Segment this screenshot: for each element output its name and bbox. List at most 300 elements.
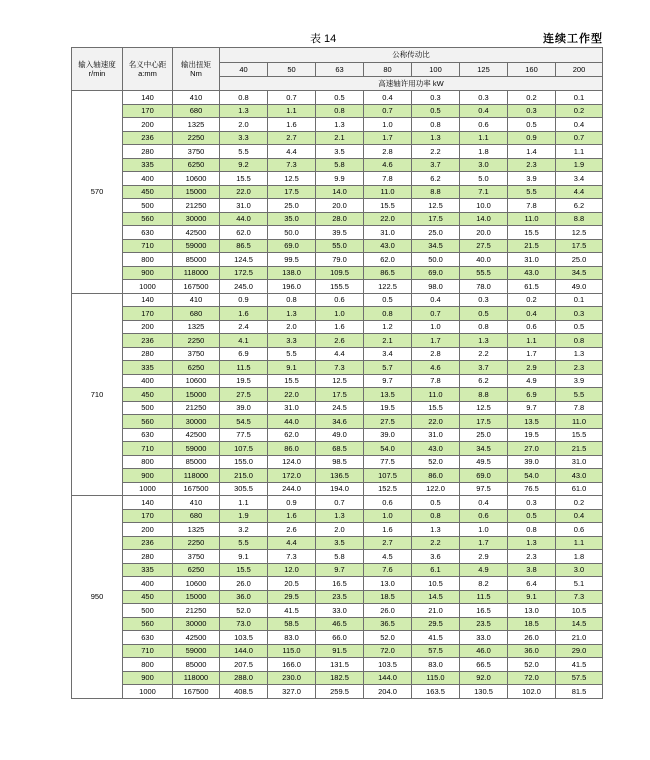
- power-value-cell: 1.6: [220, 307, 268, 321]
- output-torque-cell: 2250: [173, 536, 220, 550]
- power-value-cell: 29.5: [268, 590, 316, 604]
- power-value-cell: 6.2: [556, 199, 603, 213]
- power-value-cell: 166.0: [268, 658, 316, 672]
- input-speed-cell: 710: [72, 293, 123, 496]
- power-value-cell: 14.5: [412, 590, 460, 604]
- center-distance-cell: 280: [123, 550, 173, 564]
- header-center-distance-line1: 名义中心距: [128, 59, 167, 69]
- power-value-cell: 98.0: [412, 280, 460, 294]
- output-torque-cell: 680: [173, 104, 220, 118]
- power-value-cell: 12.5: [460, 401, 508, 415]
- power-value-cell: 7.3: [268, 550, 316, 564]
- output-torque-cell: 167500: [173, 482, 220, 496]
- center-distance-cell: 1000: [123, 280, 173, 294]
- output-torque-cell: 21250: [173, 199, 220, 213]
- center-distance-cell: 630: [123, 226, 173, 240]
- power-value-cell: 327.0: [268, 685, 316, 699]
- power-value-cell: 0.2: [556, 104, 603, 118]
- output-torque-cell: 59000: [173, 442, 220, 456]
- power-value-cell: 26.0: [364, 604, 412, 618]
- power-value-cell: 103.5: [220, 631, 268, 645]
- power-value-cell: 7.8: [508, 199, 556, 213]
- power-value-cell: 12.5: [412, 199, 460, 213]
- table-row: [72, 550, 603, 564]
- power-value-cell: 5.5: [508, 185, 556, 199]
- power-value-cell: 3.0: [556, 563, 603, 577]
- power-value-cell: 0.5: [508, 118, 556, 132]
- power-value-cell: 46.0: [460, 644, 508, 658]
- power-value-cell: 62.0: [364, 253, 412, 267]
- power-value-cell: 18.5: [364, 590, 412, 604]
- power-value-cell: 3.4: [364, 347, 412, 361]
- table-row: [72, 158, 603, 172]
- table-row: [72, 185, 603, 199]
- power-value-cell: 172.0: [268, 469, 316, 483]
- power-value-cell: 1.4: [508, 145, 556, 159]
- table-row: [72, 212, 603, 226]
- power-value-cell: 92.0: [460, 671, 508, 685]
- power-value-cell: 0.6: [316, 293, 364, 307]
- output-torque-cell: 85000: [173, 658, 220, 672]
- center-distance-cell: 560: [123, 617, 173, 631]
- power-value-cell: 194.0: [316, 482, 364, 496]
- power-value-cell: 62.0: [268, 428, 316, 442]
- power-value-cell: 76.5: [508, 482, 556, 496]
- power-value-cell: 3.0: [460, 158, 508, 172]
- power-value-cell: 0.7: [268, 91, 316, 105]
- power-value-cell: 6.4: [508, 577, 556, 591]
- power-value-cell: 1.3: [316, 118, 364, 132]
- power-value-cell: 2.8: [364, 145, 412, 159]
- power-value-cell: 1.6: [364, 523, 412, 537]
- power-value-cell: 9.9: [316, 172, 364, 186]
- power-value-cell: 41.5: [556, 658, 603, 672]
- power-value-cell: 103.5: [364, 658, 412, 672]
- power-value-cell: 10.5: [412, 577, 460, 591]
- power-value-cell: 8.8: [556, 212, 603, 226]
- output-torque-cell: 680: [173, 509, 220, 523]
- table-row: [72, 104, 603, 118]
- power-value-cell: 144.0: [364, 671, 412, 685]
- power-value-cell: 1.0: [316, 307, 364, 321]
- power-value-cell: 9.2: [220, 158, 268, 172]
- table-row: [72, 307, 603, 321]
- power-value-cell: 55.0: [316, 239, 364, 253]
- center-distance-cell: 630: [123, 631, 173, 645]
- power-value-cell: 58.5: [268, 617, 316, 631]
- power-value-cell: 0.3: [460, 91, 508, 105]
- power-value-cell: 33.0: [316, 604, 364, 618]
- power-value-cell: 44.0: [268, 415, 316, 429]
- table-row: [72, 415, 603, 429]
- power-value-cell: 7.1: [460, 185, 508, 199]
- power-value-cell: 86.0: [412, 469, 460, 483]
- power-value-cell: 0.4: [412, 293, 460, 307]
- power-value-cell: 4.4: [556, 185, 603, 199]
- power-value-cell: 57.5: [412, 644, 460, 658]
- power-value-cell: 5.0: [460, 172, 508, 186]
- table-row: [72, 442, 603, 456]
- power-value-cell: 27.0: [508, 442, 556, 456]
- power-value-cell: 13.0: [508, 604, 556, 618]
- power-value-cell: 77.5: [364, 455, 412, 469]
- power-value-cell: 7.6: [364, 563, 412, 577]
- table-row: [72, 469, 603, 483]
- output-torque-cell: 21250: [173, 604, 220, 618]
- power-value-cell: 0.4: [508, 307, 556, 321]
- center-distance-cell: 170: [123, 509, 173, 523]
- center-distance-cell: 500: [123, 604, 173, 618]
- power-value-cell: 288.0: [220, 671, 268, 685]
- output-torque-cell: 42500: [173, 631, 220, 645]
- power-value-cell: 5.8: [316, 158, 364, 172]
- power-value-cell: 5.5: [220, 536, 268, 550]
- table-row: [72, 320, 603, 334]
- input-speed-cell: 570: [72, 91, 123, 294]
- power-value-cell: 204.0: [364, 685, 412, 699]
- power-value-cell: 0.8: [556, 334, 603, 348]
- header-ratio: 200: [556, 63, 603, 77]
- power-value-cell: 52.0: [508, 658, 556, 672]
- power-value-cell: 9.7: [316, 563, 364, 577]
- table-row: [72, 239, 603, 253]
- power-value-cell: 0.7: [364, 104, 412, 118]
- table-row: [72, 172, 603, 186]
- center-distance-cell: 400: [123, 172, 173, 186]
- center-distance-cell: 560: [123, 415, 173, 429]
- center-distance-cell: 280: [123, 145, 173, 159]
- table-row: [72, 577, 603, 591]
- power-value-cell: 0.8: [412, 118, 460, 132]
- power-value-cell: 2.1: [364, 334, 412, 348]
- power-value-cell: 81.5: [556, 685, 603, 699]
- power-value-cell: 36.0: [508, 644, 556, 658]
- power-value-cell: 3.8: [508, 563, 556, 577]
- power-value-cell: 15.5: [268, 374, 316, 388]
- power-value-cell: 91.5: [316, 644, 364, 658]
- header-center-distance: [123, 48, 173, 91]
- table-row: [72, 401, 603, 415]
- power-value-cell: 14.0: [316, 185, 364, 199]
- power-value-cell: 6.2: [412, 172, 460, 186]
- power-value-cell: 1.3: [556, 347, 603, 361]
- power-value-cell: 6.9: [220, 347, 268, 361]
- header-ratio: 40: [220, 63, 268, 77]
- power-value-cell: 230.0: [268, 671, 316, 685]
- power-value-cell: 25.0: [460, 428, 508, 442]
- center-distance-cell: 560: [123, 212, 173, 226]
- power-value-cell: 39.0: [364, 428, 412, 442]
- power-value-cell: 1.3: [460, 334, 508, 348]
- power-value-cell: 24.5: [316, 401, 364, 415]
- power-value-cell: 1.3: [508, 536, 556, 550]
- power-value-cell: 50.0: [268, 226, 316, 240]
- power-value-cell: 0.8: [364, 307, 412, 321]
- power-value-cell: 196.0: [268, 280, 316, 294]
- power-value-cell: 2.2: [412, 536, 460, 550]
- power-value-cell: 0.7: [412, 307, 460, 321]
- power-value-cell: 2.9: [508, 361, 556, 375]
- power-value-cell: 39.5: [316, 226, 364, 240]
- power-value-cell: 27.5: [364, 415, 412, 429]
- power-value-cell: 0.4: [556, 118, 603, 132]
- power-value-cell: 16.5: [316, 577, 364, 591]
- power-value-cell: 39.0: [220, 401, 268, 415]
- output-torque-cell: 15000: [173, 185, 220, 199]
- power-value-cell: 25.0: [268, 199, 316, 213]
- power-value-cell: 6.1: [412, 563, 460, 577]
- table-row: [72, 253, 603, 267]
- table-row: [72, 280, 603, 294]
- power-value-cell: 14.0: [460, 212, 508, 226]
- power-value-cell: 0.3: [412, 91, 460, 105]
- output-torque-cell: 10600: [173, 172, 220, 186]
- power-value-cell: 0.6: [508, 320, 556, 334]
- power-value-cell: 1.0: [412, 320, 460, 334]
- header-input-speed-line2: r/min: [88, 69, 106, 78]
- power-value-cell: 15.5: [508, 226, 556, 240]
- power-value-cell: 3.5: [316, 145, 364, 159]
- power-value-cell: 7.3: [316, 361, 364, 375]
- power-value-cell: 1.8: [460, 145, 508, 159]
- center-distance-cell: 236: [123, 334, 173, 348]
- center-distance-cell: 170: [123, 307, 173, 321]
- center-distance-cell: 900: [123, 266, 173, 280]
- power-value-cell: 29.5: [412, 617, 460, 631]
- center-distance-cell: 450: [123, 388, 173, 402]
- power-value-cell: 11.0: [412, 388, 460, 402]
- power-value-cell: 49.0: [556, 280, 603, 294]
- output-torque-cell: 118000: [173, 469, 220, 483]
- power-value-cell: 86.5: [364, 266, 412, 280]
- center-distance-cell: 900: [123, 469, 173, 483]
- table-row: [72, 523, 603, 537]
- power-value-cell: 2.3: [556, 361, 603, 375]
- power-value-cell: 1.6: [268, 118, 316, 132]
- power-value-cell: 124.0: [268, 455, 316, 469]
- power-value-cell: 124.5: [220, 253, 268, 267]
- header: [0, 30, 650, 46]
- power-value-cell: 31.0: [508, 253, 556, 267]
- power-value-cell: 0.1: [556, 91, 603, 105]
- header-ratio: 50: [268, 63, 316, 77]
- center-distance-cell: 236: [123, 536, 173, 550]
- power-value-cell: 28.0: [316, 212, 364, 226]
- power-value-cell: 1.3: [412, 523, 460, 537]
- power-value-cell: 7.3: [556, 590, 603, 604]
- power-value-cell: 79.0: [316, 253, 364, 267]
- power-value-cell: 305.5: [220, 482, 268, 496]
- power-value-cell: 182.5: [316, 671, 364, 685]
- power-value-cell: 0.5: [412, 496, 460, 510]
- table-row: [72, 347, 603, 361]
- output-torque-cell: 42500: [173, 428, 220, 442]
- power-value-cell: 97.5: [460, 482, 508, 496]
- output-torque-cell: 15000: [173, 388, 220, 402]
- power-value-cell: 11.5: [460, 590, 508, 604]
- output-torque-cell: 10600: [173, 577, 220, 591]
- power-value-cell: 2.2: [460, 347, 508, 361]
- power-value-cell: 52.0: [220, 604, 268, 618]
- power-value-cell: 1.6: [316, 320, 364, 334]
- power-value-cell: 66.0: [316, 631, 364, 645]
- power-value-cell: 6.9: [508, 388, 556, 402]
- power-value-cell: 172.5: [220, 266, 268, 280]
- power-value-cell: 18.5: [508, 617, 556, 631]
- table-row: [72, 496, 603, 510]
- power-value-cell: 27.5: [220, 388, 268, 402]
- power-value-cell: 4.9: [460, 563, 508, 577]
- power-value-cell: 2.3: [508, 550, 556, 564]
- power-value-cell: 1.1: [556, 536, 603, 550]
- table-row: [72, 118, 603, 132]
- power-value-cell: 54.0: [508, 469, 556, 483]
- center-distance-cell: 280: [123, 347, 173, 361]
- header-input-speed-line1: 输入轴速度: [78, 59, 116, 69]
- center-distance-cell: 710: [123, 442, 173, 456]
- power-value-cell: 0.6: [364, 496, 412, 510]
- power-value-cell: 22.0: [412, 415, 460, 429]
- center-distance-cell: 170: [123, 104, 173, 118]
- output-torque-cell: 2250: [173, 131, 220, 145]
- power-value-cell: 0.6: [460, 509, 508, 523]
- power-value-cell: 8.2: [460, 577, 508, 591]
- power-value-cell: 3.6: [412, 550, 460, 564]
- power-value-cell: 3.7: [412, 158, 460, 172]
- power-value-cell: 69.0: [460, 469, 508, 483]
- power-value-cell: 34.5: [556, 266, 603, 280]
- power-value-cell: 2.1: [316, 131, 364, 145]
- center-distance-cell: 140: [123, 91, 173, 105]
- power-value-cell: 77.5: [220, 428, 268, 442]
- power-value-cell: 0.8: [412, 509, 460, 523]
- power-value-cell: 144.0: [220, 644, 268, 658]
- power-rating-table: [71, 47, 603, 699]
- power-value-cell: 12.5: [316, 374, 364, 388]
- power-value-cell: 72.0: [508, 671, 556, 685]
- center-distance-cell: 630: [123, 428, 173, 442]
- power-value-cell: 0.8: [220, 91, 268, 105]
- power-value-cell: 1.3: [220, 104, 268, 118]
- power-value-cell: 102.0: [508, 685, 556, 699]
- output-torque-cell: 3750: [173, 550, 220, 564]
- center-distance-cell: 335: [123, 563, 173, 577]
- power-value-cell: 13.0: [364, 577, 412, 591]
- power-value-cell: 68.5: [316, 442, 364, 456]
- table-row: [72, 199, 603, 213]
- power-value-cell: 1.7: [412, 334, 460, 348]
- power-value-cell: 0.5: [508, 509, 556, 523]
- power-value-cell: 1.3: [412, 131, 460, 145]
- header-ratio-group: 公称传动比: [220, 48, 603, 63]
- power-value-cell: 41.5: [412, 631, 460, 645]
- power-value-cell: 2.7: [268, 131, 316, 145]
- power-value-cell: 19.5: [220, 374, 268, 388]
- power-value-cell: 12.5: [556, 226, 603, 240]
- power-value-cell: 78.0: [460, 280, 508, 294]
- power-value-cell: 136.5: [316, 469, 364, 483]
- power-value-cell: 17.5: [316, 388, 364, 402]
- power-value-cell: 4.5: [364, 550, 412, 564]
- power-value-cell: 9.7: [364, 374, 412, 388]
- center-distance-cell: 140: [123, 293, 173, 307]
- power-value-cell: 1.7: [508, 347, 556, 361]
- output-torque-cell: 410: [173, 496, 220, 510]
- output-torque-cell: 6250: [173, 361, 220, 375]
- power-value-cell: 17.5: [268, 185, 316, 199]
- power-value-cell: 66.5: [460, 658, 508, 672]
- power-value-cell: 43.0: [556, 469, 603, 483]
- power-value-cell: 7.3: [268, 158, 316, 172]
- output-torque-cell: 118000: [173, 266, 220, 280]
- center-distance-cell: 450: [123, 185, 173, 199]
- power-value-cell: 0.8: [316, 104, 364, 118]
- output-torque-cell: 410: [173, 91, 220, 105]
- power-value-cell: 9.7: [508, 401, 556, 415]
- power-value-cell: 54.0: [364, 442, 412, 456]
- power-value-cell: 31.0: [268, 401, 316, 415]
- center-distance-cell: 335: [123, 158, 173, 172]
- power-value-cell: 0.3: [556, 307, 603, 321]
- power-value-cell: 2.2: [412, 145, 460, 159]
- power-value-cell: 19.5: [364, 401, 412, 415]
- power-value-cell: 52.0: [412, 455, 460, 469]
- center-distance-cell: 710: [123, 644, 173, 658]
- power-value-cell: 1.0: [364, 118, 412, 132]
- power-value-cell: 2.6: [316, 334, 364, 348]
- table-row: [72, 428, 603, 442]
- output-torque-cell: 42500: [173, 226, 220, 240]
- power-value-cell: 49.5: [460, 455, 508, 469]
- power-value-cell: 5.8: [316, 550, 364, 564]
- power-value-cell: 31.0: [556, 455, 603, 469]
- table-title: 表 14: [310, 33, 337, 45]
- center-distance-cell: 900: [123, 671, 173, 685]
- power-value-cell: 2.8: [412, 347, 460, 361]
- power-value-cell: 55.5: [460, 266, 508, 280]
- power-value-cell: 2.6: [268, 523, 316, 537]
- power-value-cell: 15.5: [220, 563, 268, 577]
- output-torque-cell: 30000: [173, 415, 220, 429]
- power-value-cell: 0.4: [460, 496, 508, 510]
- power-value-cell: 11.0: [364, 185, 412, 199]
- power-value-cell: 1.1: [556, 145, 603, 159]
- power-value-cell: 131.5: [316, 658, 364, 672]
- center-distance-cell: 800: [123, 658, 173, 672]
- power-value-cell: 31.0: [220, 199, 268, 213]
- header-output-torque-line1: 输出扭矩: [181, 59, 211, 69]
- power-value-cell: 0.2: [508, 293, 556, 307]
- power-value-cell: 107.5: [220, 442, 268, 456]
- power-value-cell: 0.8: [268, 293, 316, 307]
- output-torque-cell: 6250: [173, 563, 220, 577]
- power-value-cell: 46.5: [316, 617, 364, 631]
- power-value-cell: 1.1: [220, 496, 268, 510]
- header-ratio: 80: [364, 63, 412, 77]
- output-torque-cell: 1325: [173, 523, 220, 537]
- power-value-cell: 3.9: [508, 172, 556, 186]
- table-row: [72, 631, 603, 645]
- power-value-cell: 29.0: [556, 644, 603, 658]
- center-distance-cell: 500: [123, 401, 173, 415]
- power-value-cell: 0.6: [460, 118, 508, 132]
- power-value-cell: 8.8: [412, 185, 460, 199]
- power-value-cell: 0.2: [556, 496, 603, 510]
- power-value-cell: 0.5: [556, 320, 603, 334]
- power-value-cell: 25.0: [556, 253, 603, 267]
- power-value-cell: 22.0: [220, 185, 268, 199]
- power-value-cell: 1.7: [364, 131, 412, 145]
